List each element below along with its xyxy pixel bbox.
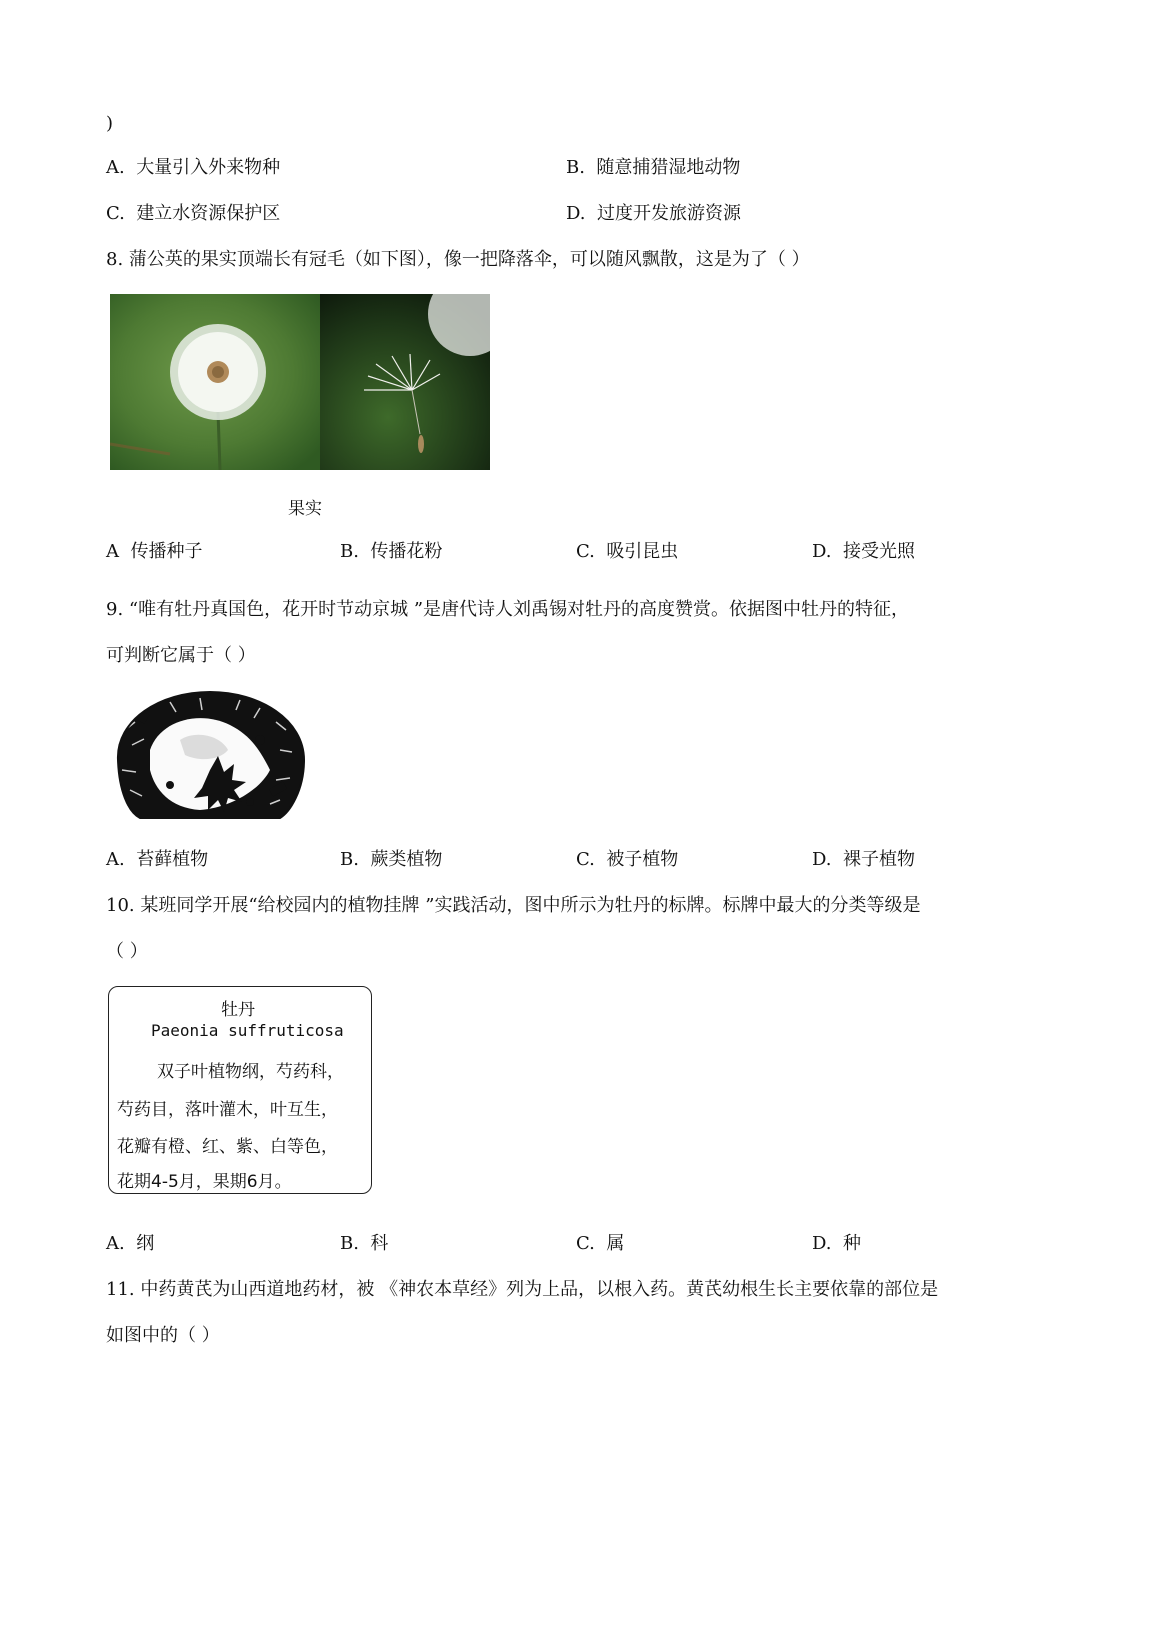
q7-option-b[interactable]	[566, 156, 740, 180]
option-text: 传播种子	[130, 541, 203, 562]
q9-option-a[interactable]	[106, 848, 208, 872]
q8-option-c[interactable]	[576, 540, 678, 564]
option-text: 接受光照	[842, 541, 915, 562]
q10-option-c[interactable]	[576, 1232, 624, 1256]
option-text: 大量引入外来物种	[136, 157, 281, 178]
option-text: 传播花粉	[370, 541, 443, 562]
option-text: 随意捕猎湿地动物	[596, 157, 741, 178]
option-letter: C.	[576, 1233, 595, 1254]
option-letter: C.	[576, 849, 595, 870]
q7-option-c[interactable]	[106, 202, 280, 226]
q9-stem-line2: 可判断它属于（ ）	[106, 645, 256, 666]
option-letter: C.	[106, 203, 125, 224]
q9-stem-line1: 9. “唯有牡丹真国色，花开时节动京城 ”是唐代诗人刘禹锡对牡丹的高度赞赏。依据图中牡丹的特征，	[106, 599, 910, 620]
option-letter: B.	[340, 541, 359, 562]
option-text: 科	[370, 1233, 389, 1254]
option-letter: D.	[812, 849, 832, 870]
q7-option-d[interactable]	[566, 202, 741, 226]
q9-option-d[interactable]	[812, 848, 915, 872]
q8-option-a[interactable]	[106, 540, 202, 564]
dandelion-seedhead	[170, 324, 266, 420]
q10-option-d[interactable]	[812, 1232, 861, 1256]
option-text: 过度开发旅游资源	[596, 203, 741, 224]
option-letter: B.	[340, 1233, 359, 1254]
option-text: 种	[842, 1233, 861, 1254]
q10-stem-line2: （ ）	[106, 941, 148, 962]
q11-stem-line2: 如图中的（ ）	[106, 1325, 220, 1346]
peony-picture	[110, 690, 310, 820]
q9-option-c[interactable]	[576, 848, 678, 872]
option-letter: B.	[340, 849, 359, 870]
q9-option-b[interactable]	[340, 848, 442, 872]
plaque-latin-name: Paeonia suffruticosa	[151, 1021, 344, 1040]
plaque-line-1: 双子叶植物纲，芍药科，	[157, 1062, 344, 1082]
option-letter: D.	[566, 203, 586, 224]
photo-caption: 果实	[288, 499, 322, 519]
plaque-line-2: 芍药目，落叶灌木，叶互生，	[117, 1100, 338, 1120]
option-letter: A.	[106, 157, 125, 178]
option-text: 纲	[136, 1233, 155, 1254]
option-text: 被子植物	[606, 849, 679, 870]
option-letter: C.	[576, 541, 595, 562]
q7-option-a[interactable]	[106, 156, 280, 180]
q10-stem-line1: 10. 某班同学开展“给校园内的植物挂牌 ”实践活动，图中所示为牡丹的标牌。标牌中最大的分类等级是	[106, 895, 921, 916]
option-text: 吸引昆虫	[606, 541, 679, 562]
q7-stem-tail: )	[106, 113, 114, 134]
q8-option-d[interactable]	[812, 540, 915, 564]
q10-option-a[interactable]	[106, 1232, 154, 1256]
plaque-line-4: 花期4-5月，果期6月。	[117, 1172, 292, 1192]
option-text: 属	[606, 1233, 625, 1254]
option-letter: B.	[566, 157, 585, 178]
q10-option-b[interactable]	[340, 1232, 388, 1256]
q8-option-b[interactable]	[340, 540, 442, 564]
option-letter: A	[106, 541, 119, 562]
q11-stem-line1: 11. 中药黄芪为山西道地药材，被 《神农本草经》列为上品，以根入药。黄芪幼根生长主要依靠的部位是	[106, 1279, 939, 1300]
plaque-line-3: 花瓣有橙、红、紫、白等色，	[117, 1137, 338, 1157]
option-letter: D.	[812, 1233, 832, 1254]
option-letter: D.	[812, 541, 832, 562]
option-text: 裸子植物	[842, 849, 915, 870]
plaque-title: 牡丹	[221, 1000, 255, 1020]
option-letter: A.	[106, 1233, 125, 1254]
option-text: 建立水资源保护区	[136, 203, 281, 224]
dandelion-photo	[110, 294, 490, 470]
option-letter: A.	[106, 849, 125, 870]
q8-stem: 8. 蒲公英的果实顶端长有冠毛（如下图），像一把降落伞，可以随风飘散，这是为了（ ）	[106, 249, 810, 270]
option-text: 苔藓植物	[136, 849, 209, 870]
option-text: 蕨类植物	[370, 849, 443, 870]
plant-label-card	[108, 986, 372, 1194]
